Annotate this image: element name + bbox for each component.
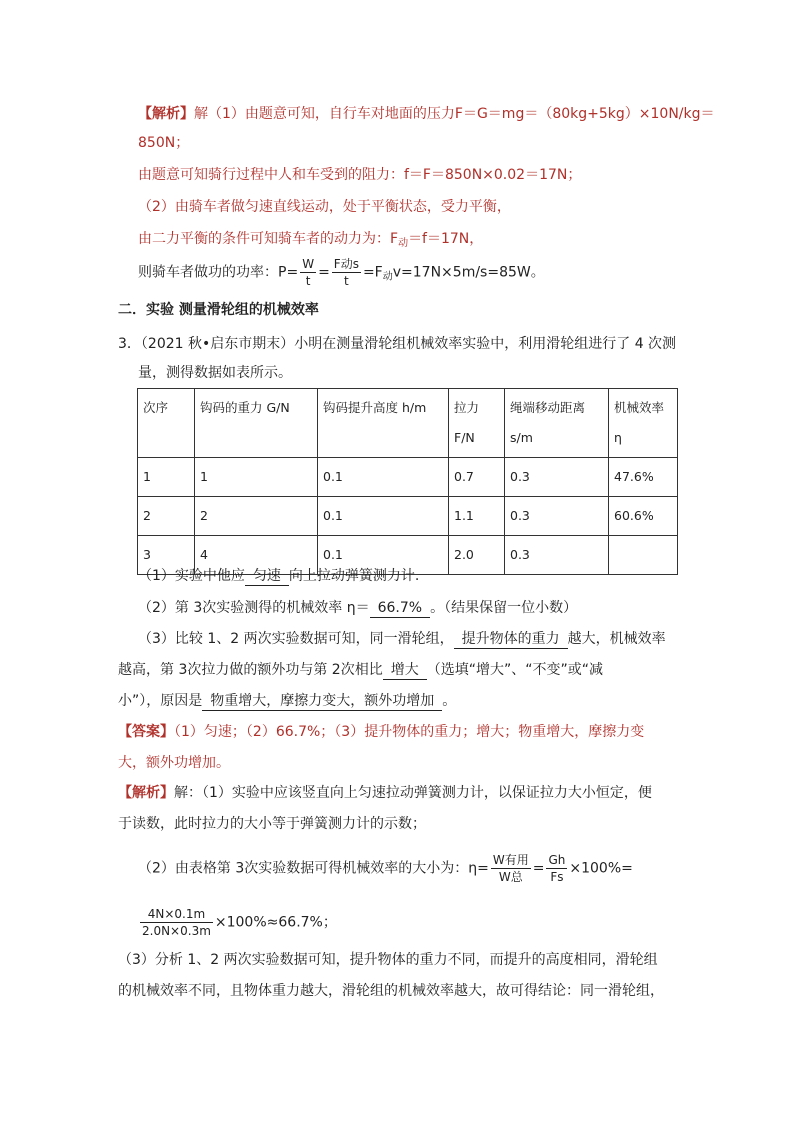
- table-cell: 2: [195, 497, 318, 536]
- table-cell: [609, 536, 678, 575]
- answer-line1: 【答案】（1）匀速；（2）66.7%；（3）提升物体的重力；增大；物重增大，摩擦力变: [118, 724, 645, 740]
- analysis1-line5: 由二力平衡的条件可知骑车者的动力为：$F_动=f=17N$，: [138, 231, 484, 249]
- question-line1: 3．（2021 秋•启东市期末）小明在测量滑轮组机械效率实验中，利用滑轮组进行了 4 次测: [118, 336, 677, 352]
- analysis1-line1: 【解析】解（1）由题意可知，自行车对地面的压力F＝G＝mg＝（80kg+5kg）×10N/kg＝: [138, 106, 715, 122]
- header-cell: 钩码提升高度 h/m: [318, 389, 449, 458]
- table-cell: 60.6%: [609, 497, 678, 536]
- answer-blank: 匀速: [245, 567, 289, 586]
- header-cell: 钩码的重力 G/N: [195, 389, 318, 458]
- section-title: 二．实验 测量滑轮组的机械效率: [118, 302, 319, 318]
- table-cell: 0.1: [318, 497, 449, 536]
- table-cell: 4: [195, 536, 318, 575]
- data-table: [137, 388, 678, 575]
- table-cell: 1: [195, 458, 318, 497]
- table-cell: 2.0: [449, 536, 505, 575]
- table-header-row: [138, 389, 678, 458]
- analysis1-line3: 由题意可知骑行过程中人和车受到的阻力：f＝F＝850N×0.02＝17N；: [138, 167, 582, 183]
- analysis2-line2: 于读数，此时拉力的大小等于弹簧测力计的示数；: [118, 816, 426, 832]
- analysis2-line5: （3）分析 1、2 两次实验数据可知，提升物体的重力不同，而提升的高度相同，滑轮组: [118, 952, 658, 968]
- analysis-tag: 【解析】: [118, 785, 174, 801]
- table-cell: 2: [138, 497, 195, 536]
- table-cell: 3: [138, 536, 195, 575]
- table-cell: 0.7: [449, 458, 505, 497]
- header-cell: 机械效率 η: [609, 389, 678, 458]
- fraction-numeric: $\frac{4N\times 0.1m}{2.0N\times 0.3m}$: [142, 907, 211, 938]
- table-cell: 47.6%: [609, 458, 678, 497]
- header-cell: 绳端移动距离 s/m: [505, 389, 609, 458]
- question-line2: 量，测得数据如表所示。: [138, 365, 292, 381]
- subquestion-3-line1: （3）比较 1、2 两次实验数据可知，同一滑轮组， 提升物体的重力 越大，机械效率: [138, 631, 666, 647]
- answer-line2: 大，额外功增加。: [118, 755, 230, 771]
- analysis2-line3: （2）由表格第 3次实验数据可得机械效率的大小为：η= $\frac{\text{W有用}}{\text{W总}}$ = $\frac{Gh}{Fs}$ ×100%=: [138, 853, 633, 884]
- table-cell: 0.3: [505, 458, 609, 497]
- subquestion-3-line2: 越高，第 3次拉力做的额外功与第 2次相比 增大 （选填“增大”、“不变”或“减: [118, 662, 603, 678]
- subquestion-3-line3: 小”），原因是 物重增大，摩擦力变大，额外功增加 。: [118, 693, 457, 709]
- answer-blank: 增大: [383, 661, 427, 680]
- analysis1-line2: 850N；: [138, 135, 190, 151]
- fraction-gh-over-fs: $\frac{Gh}{Fs}$: [548, 853, 566, 884]
- analysis2-line1: 【解析】解：（1）实验中应该竖直向上匀速拉动弹簧测力计，以保证拉力大小恒定，便: [118, 785, 652, 801]
- header-cell: 拉力 F/N: [449, 389, 505, 458]
- table-cell: 0.1: [318, 536, 449, 575]
- table-cell: 0.3: [505, 536, 609, 575]
- table-row: [138, 497, 678, 536]
- answer-tag: 【答案】: [118, 724, 174, 740]
- header-cell: 次序: [138, 389, 195, 458]
- analysis-tag: 【解析】: [138, 106, 194, 122]
- table-row: [138, 458, 678, 497]
- table-cell: 0.1: [318, 458, 449, 497]
- answer-blank: 提升物体的重力: [454, 630, 568, 649]
- fraction-wuseful-over-wtotal: $\frac{\text{W有用}}{\text{W总}}$: [492, 853, 529, 884]
- table-cell: 0.3: [505, 497, 609, 536]
- answer-blank: 物重增大，摩擦力变大，额外功增加: [202, 692, 442, 711]
- answer-blank: 66.7%: [370, 599, 430, 618]
- fraction-w-over-t: $\frac{W}{t}$: [302, 257, 315, 288]
- analysis1-line6: 则骑车者做功的功率：P= $\frac{W}{t}$ = $\frac{\text{F动s}}{t}$ $=F_动v=17N\times 5m/s=85W$。: [138, 257, 545, 288]
- table-cell: 1.1: [449, 497, 505, 536]
- analysis2-line4: $\frac{4N\times 0.1m}{2.0N\times 0.3m}$ ×100%≈66.7%；: [142, 907, 337, 938]
- subquestion-1: （1）实验中他应 匀速 向上拉动弹簧测力计.: [138, 568, 420, 584]
- analysis1-line4: （2）由骑车者做匀速直线运动，处于平衡状态，受力平衡，: [138, 199, 511, 215]
- fraction-fs-over-t: $\frac{\text{F动s}}{t}$: [333, 257, 359, 288]
- analysis2-line6: 的机械效率不同，且物体重力越大，滑轮组的机械效率越大，故可得结论：同一滑轮组，: [118, 983, 664, 999]
- table-cell: 1: [138, 458, 195, 497]
- subquestion-2: （2）第 3次实验测得的机械效率 η＝ 66.7% 。（结果保留一位小数）: [138, 600, 578, 616]
